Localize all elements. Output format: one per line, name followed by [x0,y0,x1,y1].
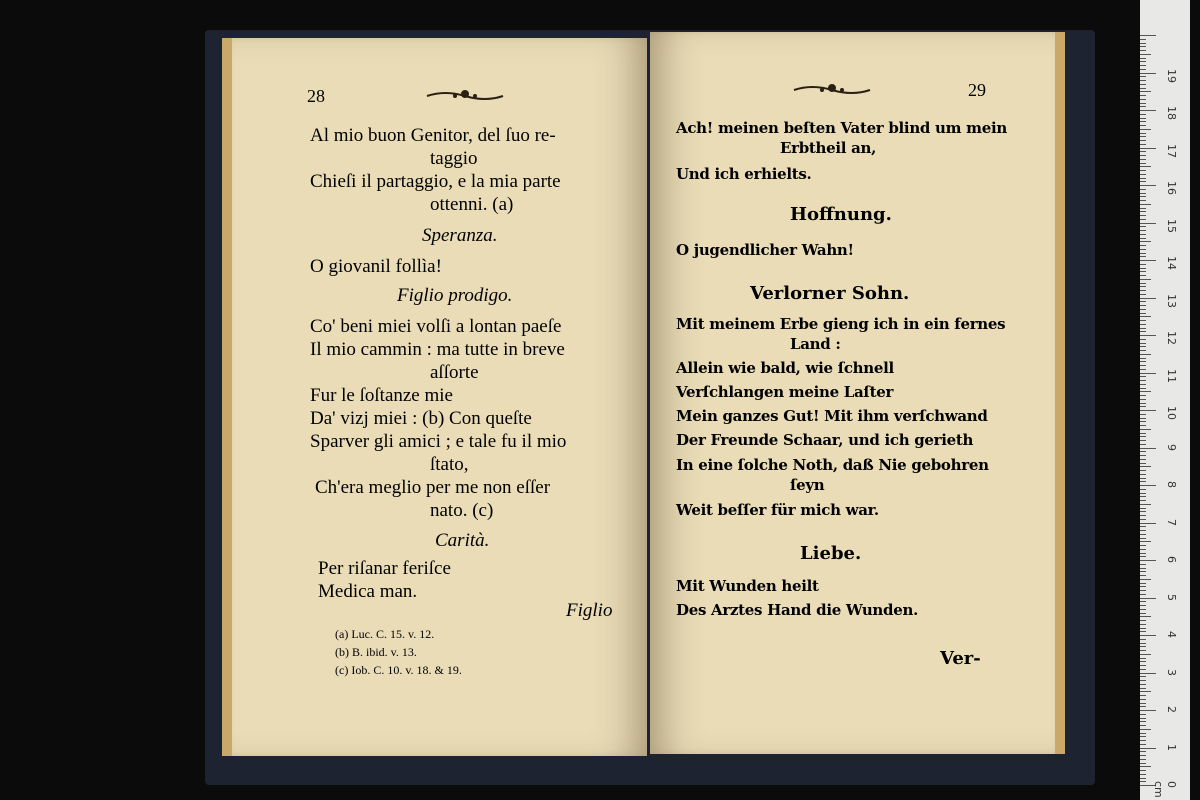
ruler-tick [1140,136,1146,137]
ruler-tick [1140,384,1146,385]
ruler-tick [1140,631,1146,632]
text-line: aſſorte [430,362,479,383]
text-line: taggio [430,148,478,169]
ruler-tick [1140,451,1146,452]
speaker-label: Figlio [566,600,613,621]
ruler-tick [1140,241,1151,242]
ruler-tick [1140,639,1146,640]
ruler-tick [1140,170,1146,171]
text-line: ſtato, [430,454,469,475]
ruler-tick [1140,676,1146,677]
ruler-tick [1140,204,1151,205]
ruler-tick [1140,181,1146,182]
ruler-tick [1140,103,1146,104]
ruler-tick [1140,496,1146,497]
ruler-tick [1140,586,1146,587]
scale-ruler [1140,0,1190,800]
ruler-tick [1140,725,1146,726]
ruler-tick [1140,770,1146,771]
ruler-tick [1140,721,1146,722]
ruler-tick [1140,166,1151,167]
footnote: (c) Iob. C. 10. v. 18. & 19. [335,663,462,677]
ruler-tick [1140,305,1146,306]
ruler-tick [1140,781,1146,782]
text-line: Il mio cammin : ma tutte in breve [310,339,565,360]
ruler-tick [1140,223,1156,224]
ruler-label: 8 [1165,481,1178,488]
text-line: ſeyn [790,476,825,494]
ruler-tick [1140,373,1156,374]
ruler-tick [1140,736,1146,737]
ruler-tick [1140,346,1146,347]
ruler-tick [1140,309,1146,310]
ruler-tick [1140,425,1146,426]
ruler-label: 1 [1165,743,1178,751]
ruler-tick [1140,50,1146,51]
ruler-tick [1140,39,1146,40]
ruler-tick [1140,163,1146,164]
ruler-label: 12 [1165,331,1178,345]
ruler-tick [1140,508,1146,509]
text-line: Der Freunde Schaar, und ich gerieth [676,431,974,449]
ruler-tick [1140,579,1151,580]
ruler-tick [1140,463,1146,464]
ruler-tick [1140,114,1146,115]
ruler-tick [1140,155,1146,156]
ruler-tick [1140,688,1146,689]
ruler-tick [1140,474,1146,475]
ruler-tick [1140,751,1146,752]
ruler-tick [1140,61,1146,62]
ruler-tick [1140,245,1146,246]
ruler-tick [1140,748,1156,749]
text-line: Erbtheil an, [780,139,877,157]
speaker-label: Figlio prodigo. [397,285,513,306]
ruler-tick [1140,106,1146,107]
ruler-tick [1140,144,1146,145]
ruler-tick [1140,189,1146,190]
ruler-tick [1140,538,1146,539]
text-line: Mit meinem Erbe gieng ich in ein fernes [676,315,1006,333]
ruler-tick [1140,763,1146,764]
ruler-tick [1140,129,1151,130]
ruler-tick [1140,436,1146,437]
text-line: Per riſanar feriſce [318,558,451,579]
ruler-tick [1140,433,1146,434]
ruler-tick [1140,88,1146,89]
text-line: Chieſi il partaggio, e la mia parte [310,171,561,192]
ruler-tick [1140,268,1146,269]
ruler-tick [1140,661,1146,662]
ruler-tick [1140,361,1146,362]
ruler-label: 6 [1165,556,1178,563]
ruler-tick [1140,369,1146,370]
catchword: Ver- [940,648,981,669]
ruler-tick [1140,448,1156,449]
ruler-tick [1140,253,1146,254]
ruler-tick [1140,665,1146,666]
ruler-tick [1140,560,1156,561]
ruler-tick [1140,358,1146,359]
left-page-number: 28 [307,86,325,106]
ruler-tick [1140,286,1146,287]
text-line: Al mio buon Genitor, del ſuo re- [310,125,556,146]
ruler-tick [1140,759,1146,760]
ruler-tick [1140,583,1146,584]
ruler-tick [1140,553,1146,554]
ruler-tick [1140,695,1146,696]
ruler-label: 2 [1165,706,1178,713]
text-line: Sparver gli amici ; e tale fu il mio [310,431,567,452]
ruler-label: 9 [1165,443,1178,451]
ruler-tick [1140,58,1146,59]
ruler-tick [1140,541,1151,542]
ruler-tick [1140,418,1146,419]
right-page-number: 29 [968,80,986,100]
ruler-tick [1140,523,1156,524]
ruler-tick [1140,275,1146,276]
text-line: Allein wie bald, wie ſchnell [676,359,894,377]
ruler-tick [1140,680,1146,681]
ruler-tick [1140,69,1146,70]
ruler-tick [1140,151,1146,152]
ruler-tick [1140,196,1146,197]
ruler-label: 19 [1165,68,1178,83]
ruler-label: 15 [1165,218,1178,233]
text-line: O giovanil follìa! [310,256,442,277]
ruler-tick [1140,43,1146,44]
ruler-tick [1140,388,1146,389]
text-line: Ch'era meglio per me non eſſer [315,477,551,498]
ruler-tick [1140,174,1146,175]
ruler-label: 4 [1165,631,1178,638]
ruler-tick [1140,571,1146,572]
ruler-tick [1140,601,1146,602]
ruler-tick [1140,211,1146,212]
ruler-tick [1140,46,1146,47]
text-line: Ach! meinen beſten Vater blind um mein [676,119,1007,137]
ruler-tick [1140,193,1146,194]
ruler-label: 5 [1165,593,1178,601]
ruler-tick [1140,684,1146,685]
ruler-tick [1140,391,1151,392]
ruler-tick [1140,91,1151,92]
ruler-tick [1140,706,1146,707]
ruler-tick [1140,616,1151,617]
ruler-tick [1140,658,1146,659]
text-line: In eine ſolche Noth, daß Nie gebohren [676,456,989,474]
ruler-tick [1140,691,1151,692]
ruler-tick [1140,646,1146,647]
ruler-tick [1140,230,1146,231]
ruler-tick [1140,110,1156,111]
ruler-tick [1140,493,1146,494]
ruler-tick [1140,414,1146,415]
ruler-label: 10 [1165,406,1178,420]
ruler-tick [1140,613,1146,614]
ruler-tick [1140,590,1146,591]
ruler-label: 14 [1165,256,1178,270]
ruler-tick [1140,121,1146,122]
ruler-tick [1140,365,1146,366]
ruler-tick [1140,620,1146,621]
ruler-tick [1140,316,1151,317]
ruler-tick [1140,395,1146,396]
ruler-tick [1140,185,1156,186]
ruler-tick [1140,669,1146,670]
ruler-tick [1140,65,1146,66]
footnote: (a) Luc. C. 15. v. 12. [335,627,435,641]
ruler-tick [1140,249,1146,250]
text-line: Mit Wunden heilt [676,577,819,595]
ruler-tick [1140,118,1146,119]
ruler-tick [1140,549,1146,550]
ruler-tick [1140,406,1146,407]
ruler-tick [1140,95,1146,96]
ruler-tick [1140,219,1146,220]
ruler-tick [1140,256,1146,257]
ruler-tick [1140,673,1156,674]
ruler-tick [1140,331,1146,332]
ruler-label: 16 [1165,181,1178,195]
ruler-tick [1140,125,1146,126]
ruler-tick [1140,200,1146,201]
text-line: Fur le ſoſtanze mie [310,385,453,406]
text-line: Mein ganzes Gut! Mit ihm verſchwand [676,407,988,425]
ruler-tick [1140,421,1146,422]
ruler-tick [1140,380,1146,381]
ruler-tick [1140,99,1146,100]
ruler-tick [1140,429,1151,430]
text-line: Medica man. [318,581,418,602]
ruler-tick [1140,264,1146,265]
ruler-tick [1140,511,1146,512]
ruler-tick [1140,478,1146,479]
ruler-tick [1140,444,1146,445]
ruler-tick [1140,643,1146,644]
ruler-tick [1140,628,1146,629]
ornament-icon [425,88,505,102]
ruler-tick [1140,76,1146,77]
ruler-tick [1140,609,1146,610]
ruler-tick [1140,279,1151,280]
ruler-tick [1140,459,1146,460]
ruler-label: 7 [1165,518,1178,526]
ruler-tick [1140,526,1146,527]
ruler-tick [1140,301,1146,302]
text-line: Co' beni miei volſi a lontan paeſe [310,316,562,337]
text-line: Land : [790,335,841,353]
ruler-tick [1140,260,1156,261]
ruler-tick [1140,208,1146,209]
ruler-tick [1140,73,1156,74]
ruler-tick [1140,545,1146,546]
ruler-tick [1140,774,1146,775]
ruler-tick [1140,350,1146,351]
ruler-tick [1140,283,1146,284]
ruler-label: 13 [1165,293,1178,308]
ruler-tick [1140,515,1146,516]
ruler-label: 17 [1165,143,1178,158]
text-line: Und ich erhielts. [676,165,812,183]
ruler-tick [1140,178,1146,179]
ruler-tick [1140,455,1146,456]
ruler-tick [1140,215,1146,216]
text-line: ottenni. (a) [430,194,514,215]
ruler-tick [1140,328,1146,329]
ruler-tick [1140,399,1146,400]
ruler-tick [1140,226,1146,227]
ruler-tick [1140,534,1146,535]
ruler-tick [1140,35,1156,36]
ruler-tick [1140,354,1151,355]
text-line: Des Arztes Hand die Wunden. [676,601,918,619]
ruler-tick [1140,148,1156,149]
ruler-tick [1140,703,1146,704]
ruler-tick [1140,654,1151,655]
text-line: O jugendlicher Wahn! [676,241,854,259]
ruler-label: 3 [1165,668,1178,676]
ruler-label: 18 [1165,106,1178,120]
ruler-tick [1140,335,1156,336]
ruler-tick [1140,598,1156,599]
text-line: Da' vizj miei : (b) Con queſte [310,408,532,429]
ruler-tick [1140,710,1156,711]
ruler-tick [1140,466,1151,467]
speaker-label: Liebe. [800,543,862,564]
ruler-tick [1140,755,1146,756]
ruler-tick [1140,159,1146,160]
ruler-label: 0 cm [1152,781,1178,798]
text-line: Verſchlangen meine Laſter [676,383,894,401]
ruler-tick [1140,140,1146,141]
ruler-tick [1140,481,1146,482]
speaker-label: Verlorner Sohn. [750,283,910,304]
ruler-tick [1140,699,1146,700]
ruler-tick [1140,733,1146,734]
footnote: (b) B. ibid. v. 13. [335,645,417,659]
ruler-tick [1140,298,1156,299]
ruler-tick [1140,714,1146,715]
ruler-tick [1140,744,1146,745]
ruler-tick [1140,80,1146,81]
ruler-tick [1140,313,1146,314]
ruler-tick [1140,343,1146,344]
ruler-tick [1140,530,1146,531]
ruler-tick [1140,575,1146,576]
ruler-tick [1140,504,1151,505]
left-page-edge [222,38,232,756]
speaker-label: Carità. [435,530,490,551]
text-line: Weit beſſer für mich war. [676,501,879,519]
ruler-tick [1140,778,1146,779]
text-line: nato. (c) [430,500,494,521]
ruler-tick [1140,403,1146,404]
ruler-tick [1140,470,1146,471]
ruler-tick [1140,605,1146,606]
ruler-tick [1140,84,1146,85]
ruler-tick [1140,410,1156,411]
ruler-tick [1140,271,1146,272]
ruler-tick [1140,489,1146,490]
ruler-tick [1140,564,1146,565]
ruler-tick [1140,635,1156,636]
right-page-edge [1055,32,1065,754]
ruler-tick [1140,500,1146,501]
ornament-icon [792,82,872,96]
ruler-tick [1140,290,1146,291]
ruler-tick [1140,766,1151,767]
ruler-tick [1140,740,1146,741]
ruler-tick [1140,133,1146,134]
ruler-tick [1140,320,1146,321]
speaker-label: Speranza. [422,225,498,246]
ruler-tick [1140,234,1146,235]
ruler-tick [1140,440,1146,441]
ruler-label: 11 [1165,368,1178,383]
ruler-tick [1140,650,1146,651]
ruler-tick [1140,568,1146,569]
ruler-tick [1140,238,1146,239]
ruler-tick [1140,54,1151,55]
ruler-tick [1140,556,1146,557]
ruler-tick [1140,519,1146,520]
ruler-tick [1140,376,1146,377]
ruler-tick [1140,294,1146,295]
ruler-tick [1140,624,1146,625]
ruler-tick [1140,594,1146,595]
speaker-label: Hoffnung. [790,204,892,225]
ruler-tick [1140,729,1151,730]
ruler-tick [1140,339,1146,340]
ruler-tick [1140,718,1146,719]
ruler-tick [1140,485,1156,486]
ruler-tick [1140,324,1146,325]
